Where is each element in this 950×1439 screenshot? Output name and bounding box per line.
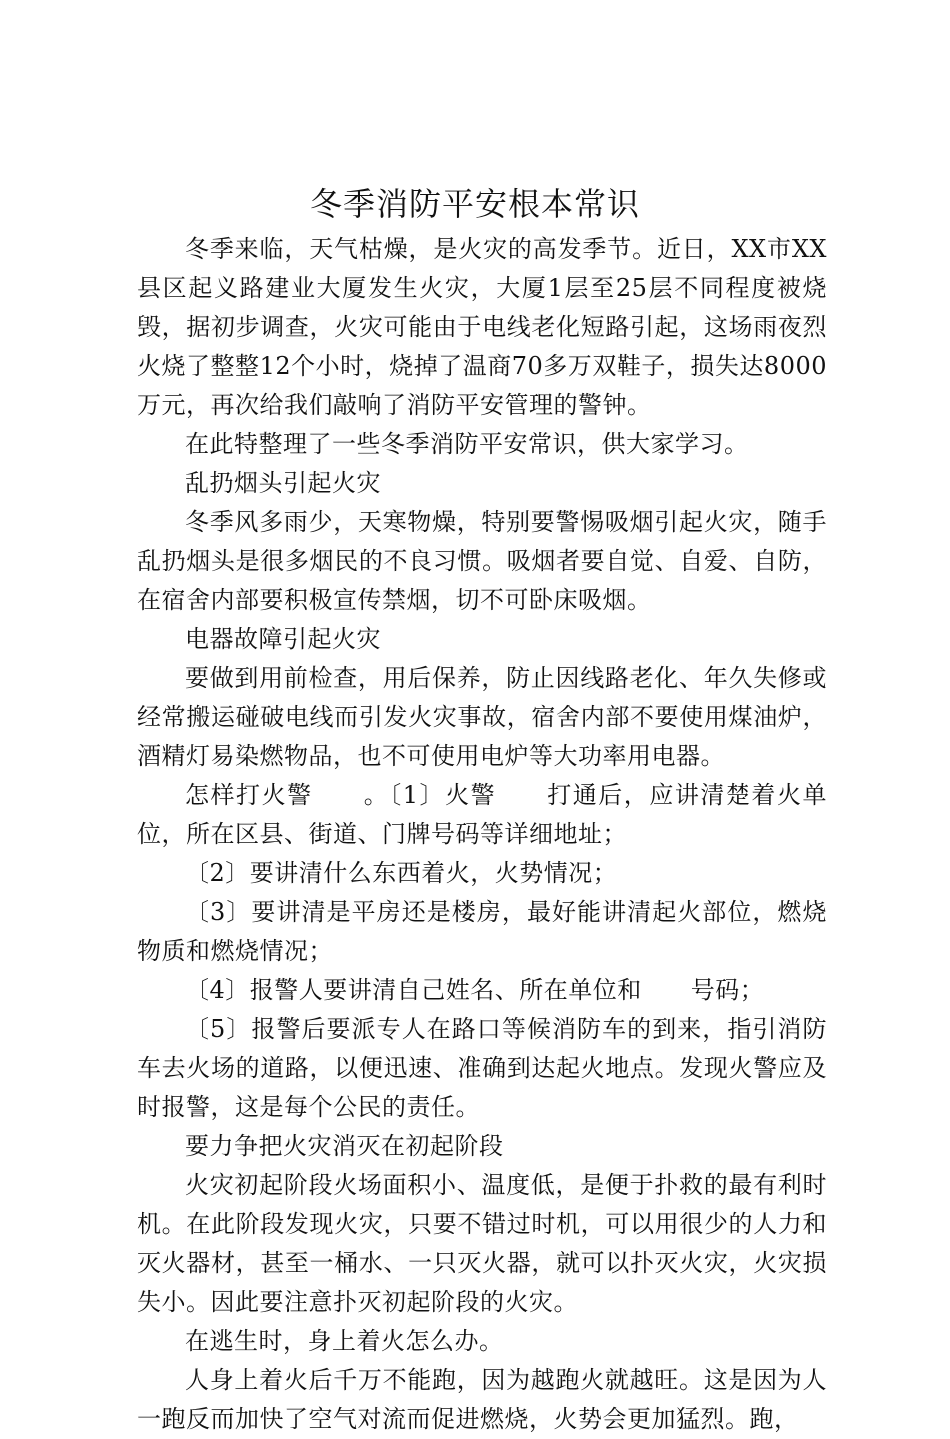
heading-early-stage: 要力争把火灾消灭在初起阶段: [185, 1132, 504, 1160]
paragraph-intro: 冬季来临，天气枯燥，是火灾的高发季节。近日，XX市XX县区起义路建业大厦发生火灾，大厦1层至25层不同程度被烧毁，据初步调查，火灾可能由于电线老化短路引起，这场雨夜烈火烧了整整12个小时，烧掉了温商70多万双鞋子，损失达8000万元，再次给我们敲响了消防平安管理的警钟。: [137, 235, 827, 419]
paragraph-electrical: 要做到用前检查，用后保养，防止因线路老化、年久失修或经常搬运碰破电线而引发火灾事故，宿舍内部不要使用煤油炉，酒精灯易染燃物品，也不可使用电炉等大功率用电器。: [137, 664, 827, 770]
paragraph-purpose: 在此特整理了一些冬季消防平安常识，供大家学习。: [185, 430, 749, 458]
document-title: 冬季消防平安根本常识: [309, 185, 640, 223]
paragraph-report-2: 〔2〕要讲清什么东西着火，火势情况；: [185, 859, 618, 887]
paragraph-escape: 人身上着火后千万不能跑，因为越跑火就越旺。这是因为人一跑反而加快了空气对流而促进燃烧，火势会更加猛烈。跑，: [137, 1366, 827, 1433]
paragraph-early-stage: 火灾初起阶段火场面积小、温度低，是便于扑救的最有利时机。在此阶段发现火灾，只要不错过时机，可以用很少的人力和灭火器材，甚至一桶水、一只灭火器，就可以扑灭火灾，火灾损失小。因此要注意扑灭初起阶段的火灾。: [137, 1171, 827, 1316]
paragraph-cigarette: 冬季风多雨少，天寒物燥，特别要警惕吸烟引起火灾，随手乱扔烟头是很多烟民的不良习惯。吸烟者要自觉、自爱、自防，在宿舍内部要积极宣传禁烟，切不可卧床吸烟。: [137, 508, 827, 614]
document-body: [137, 230, 827, 1439]
paragraph-report-4: 〔4〕报警人要讲清自己姓名、所在单位和 号码；: [185, 976, 765, 1004]
heading-escape: 在逃生时，身上着火怎么办。: [185, 1327, 504, 1355]
paragraph-report-3: 〔3〕要讲清是平房还是楼房，最好能讲清起火部位，燃烧物质和燃烧情况；: [137, 898, 827, 965]
paragraph-report-1: 怎样打火警 。〔1〕火警 打通后，应讲清楚着火单位，所在区县、街道、门牌号码等详细地址；: [137, 781, 827, 848]
paragraph-report-5: 〔5〕报警后要派专人在路口等候消防车的到来，指引消防车去火场的道路，以便迅速、准确到达起火地点。发现火警应及时报警，这是每个公民的责任。: [137, 1015, 827, 1121]
heading-electrical: 电器故障引起火灾: [185, 625, 381, 653]
heading-cigarette: 乱扔烟头引起火灾: [185, 469, 381, 497]
